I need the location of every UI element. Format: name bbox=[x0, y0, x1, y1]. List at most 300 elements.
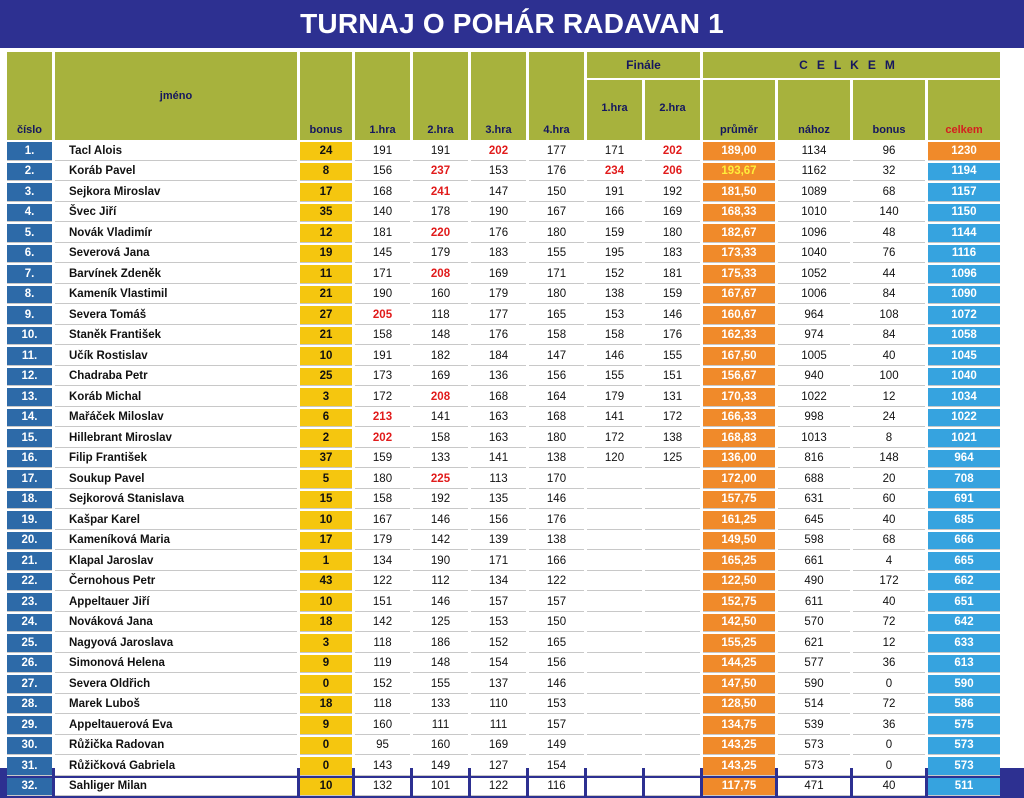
cell-total: 1090 bbox=[928, 286, 1000, 305]
cell-final-game2 bbox=[645, 470, 700, 489]
table-row bbox=[7, 675, 1000, 694]
cell-name: Marek Luboš bbox=[55, 696, 297, 715]
cell-final-game2: 180 bbox=[645, 224, 700, 243]
cell-total: 642 bbox=[928, 614, 1000, 633]
cell-rank: 15. bbox=[7, 429, 52, 448]
cell-name: Švec Jiří bbox=[55, 204, 297, 223]
cell-average: 167,50 bbox=[703, 347, 775, 366]
cell-name: Učík Rostislav bbox=[55, 347, 297, 366]
cell-final-game1 bbox=[587, 655, 642, 674]
cell-average: 128,50 bbox=[703, 696, 775, 715]
cell-final-game2 bbox=[645, 655, 700, 674]
cell-average: 193,67 bbox=[703, 163, 775, 182]
cell-bonus: 37 bbox=[300, 450, 352, 469]
cell-rank: 14. bbox=[7, 409, 52, 428]
cell-bonus-total: 96 bbox=[853, 142, 925, 161]
cell-final-game1 bbox=[587, 573, 642, 592]
cell-bonus-total: 0 bbox=[853, 675, 925, 694]
cell-final-game2 bbox=[645, 532, 700, 551]
cell-average: 170,33 bbox=[703, 388, 775, 407]
cell-name: Severa Oldřich bbox=[55, 675, 297, 694]
cell-final-game1 bbox=[587, 614, 642, 633]
cell-total: 691 bbox=[928, 491, 1000, 510]
cell-average: 155,25 bbox=[703, 634, 775, 653]
cell-final-game1 bbox=[587, 778, 642, 797]
table-row bbox=[7, 470, 1000, 489]
cell-game2: 191 bbox=[413, 142, 468, 161]
cell-game1: 132 bbox=[355, 778, 410, 797]
cell-bonus-total: 8 bbox=[853, 429, 925, 448]
cell-final-game2 bbox=[645, 634, 700, 653]
cell-name: Staněk František bbox=[55, 327, 297, 346]
cell-bonus: 17 bbox=[300, 532, 352, 551]
cell-total: 586 bbox=[928, 696, 1000, 715]
cell-name: Růžička Radovan bbox=[55, 737, 297, 756]
table-row bbox=[7, 634, 1000, 653]
cell-game4: 170 bbox=[529, 470, 584, 489]
cell-final-game1 bbox=[587, 532, 642, 551]
cell-nahoz: 1010 bbox=[778, 204, 850, 223]
table-row bbox=[7, 265, 1000, 284]
cell-average: 143,25 bbox=[703, 737, 775, 756]
cell-nahoz: 621 bbox=[778, 634, 850, 653]
cell-total: 1045 bbox=[928, 347, 1000, 366]
cell-name: Sejkorová Stanislava bbox=[55, 491, 297, 510]
cell-rank: 4. bbox=[7, 204, 52, 223]
cell-name: Kameníková Maria bbox=[55, 532, 297, 551]
cell-game3: 137 bbox=[471, 675, 526, 694]
cell-final-game2: 146 bbox=[645, 306, 700, 325]
cell-nahoz: 631 bbox=[778, 491, 850, 510]
cell-game3: 153 bbox=[471, 163, 526, 182]
cell-game2: 186 bbox=[413, 634, 468, 653]
cell-average: 168,33 bbox=[703, 204, 775, 223]
cell-game4: 167 bbox=[529, 204, 584, 223]
col-header-hra3: 3.hra bbox=[471, 52, 526, 140]
cell-bonus: 10 bbox=[300, 347, 352, 366]
cell-game3: 176 bbox=[471, 327, 526, 346]
cell-final-game2 bbox=[645, 552, 700, 571]
cell-game1: 205 bbox=[355, 306, 410, 325]
cell-game1: 156 bbox=[355, 163, 410, 182]
cell-average: 175,33 bbox=[703, 265, 775, 284]
cell-total: 651 bbox=[928, 593, 1000, 612]
cell-total: 1021 bbox=[928, 429, 1000, 448]
table-row bbox=[7, 552, 1000, 571]
cell-game3: 134 bbox=[471, 573, 526, 592]
cell-bonus-total: 72 bbox=[853, 696, 925, 715]
cell-final-game2: 176 bbox=[645, 327, 700, 346]
cell-rank: 21. bbox=[7, 552, 52, 571]
cell-game3: 153 bbox=[471, 614, 526, 633]
cell-final-game1: 166 bbox=[587, 204, 642, 223]
table-row bbox=[7, 532, 1000, 551]
cell-final-game2 bbox=[645, 675, 700, 694]
cell-game4: 168 bbox=[529, 409, 584, 428]
table-row bbox=[7, 204, 1000, 223]
cell-game2: 158 bbox=[413, 429, 468, 448]
cell-average: 122,50 bbox=[703, 573, 775, 592]
cell-bonus: 0 bbox=[300, 757, 352, 776]
results-sheet bbox=[0, 48, 1024, 793]
cell-final-game2 bbox=[645, 614, 700, 633]
cell-bonus: 5 bbox=[300, 470, 352, 489]
table-row bbox=[7, 450, 1000, 469]
cell-game3: 168 bbox=[471, 388, 526, 407]
col-header-finale-hra1: 1.hra bbox=[587, 80, 642, 140]
cell-game4: 138 bbox=[529, 450, 584, 469]
cell-game1: 168 bbox=[355, 183, 410, 202]
cell-average: 144,25 bbox=[703, 655, 775, 674]
cell-game1: 190 bbox=[355, 286, 410, 305]
cell-bonus-total: 4 bbox=[853, 552, 925, 571]
cell-bonus: 0 bbox=[300, 675, 352, 694]
cell-nahoz: 590 bbox=[778, 675, 850, 694]
cell-game2: 190 bbox=[413, 552, 468, 571]
cell-game4: 150 bbox=[529, 614, 584, 633]
cell-bonus: 2 bbox=[300, 429, 352, 448]
cell-final-game2 bbox=[645, 573, 700, 592]
cell-final-game2 bbox=[645, 716, 700, 735]
cell-rank: 19. bbox=[7, 511, 52, 530]
cell-bonus: 10 bbox=[300, 593, 352, 612]
cell-average: 143,25 bbox=[703, 757, 775, 776]
col-header-hra2: 2.hra bbox=[413, 52, 468, 140]
cell-total: 1194 bbox=[928, 163, 1000, 182]
cell-game2: 179 bbox=[413, 245, 468, 264]
cell-game2: 111 bbox=[413, 716, 468, 735]
cell-rank: 3. bbox=[7, 183, 52, 202]
cell-nahoz: 998 bbox=[778, 409, 850, 428]
cell-game2: 146 bbox=[413, 511, 468, 530]
cell-nahoz: 471 bbox=[778, 778, 850, 797]
cell-final-game1: 159 bbox=[587, 224, 642, 243]
cell-final-game1: 141 bbox=[587, 409, 642, 428]
cell-nahoz: 1040 bbox=[778, 245, 850, 264]
cell-final-game1 bbox=[587, 634, 642, 653]
cell-final-game2: 138 bbox=[645, 429, 700, 448]
cell-bonus-total: 76 bbox=[853, 245, 925, 264]
cell-game2: 192 bbox=[413, 491, 468, 510]
cell-average: 156,67 bbox=[703, 368, 775, 387]
cell-final-game2: 155 bbox=[645, 347, 700, 366]
cell-game4: 166 bbox=[529, 552, 584, 571]
cell-game3: 163 bbox=[471, 429, 526, 448]
cell-nahoz: 974 bbox=[778, 327, 850, 346]
cell-bonus: 3 bbox=[300, 634, 352, 653]
cell-rank: 27. bbox=[7, 675, 52, 694]
cell-game4: 156 bbox=[529, 368, 584, 387]
cell-final-game2 bbox=[645, 737, 700, 756]
cell-average: 181,50 bbox=[703, 183, 775, 202]
col-header-cislo: číslo bbox=[7, 52, 52, 140]
cell-name: Koráb Michal bbox=[55, 388, 297, 407]
cell-name: Chadraba Petr bbox=[55, 368, 297, 387]
cell-game2: 149 bbox=[413, 757, 468, 776]
cell-total: 666 bbox=[928, 532, 1000, 551]
cell-average: 117,75 bbox=[703, 778, 775, 797]
table-row bbox=[7, 163, 1000, 182]
table-row bbox=[7, 286, 1000, 305]
cell-name: Appeltauer Jiří bbox=[55, 593, 297, 612]
cell-total: 1096 bbox=[928, 265, 1000, 284]
cell-game2: 146 bbox=[413, 593, 468, 612]
col-header-finale-hra2: 2.hra bbox=[645, 80, 700, 140]
cell-game2: 148 bbox=[413, 655, 468, 674]
cell-bonus-total: 172 bbox=[853, 573, 925, 592]
cell-bonus: 18 bbox=[300, 614, 352, 633]
cell-game3: 110 bbox=[471, 696, 526, 715]
cell-bonus: 19 bbox=[300, 245, 352, 264]
cell-game2: 220 bbox=[413, 224, 468, 243]
cell-final-game1: 155 bbox=[587, 368, 642, 387]
cell-total: 575 bbox=[928, 716, 1000, 735]
cell-nahoz: 598 bbox=[778, 532, 850, 551]
cell-average: 168,83 bbox=[703, 429, 775, 448]
col-header-celkem: celkem bbox=[928, 80, 1000, 140]
cell-game4: 176 bbox=[529, 511, 584, 530]
table-row bbox=[7, 347, 1000, 366]
cell-final-game1: 158 bbox=[587, 327, 642, 346]
cell-game4: 165 bbox=[529, 306, 584, 325]
cell-nahoz: 539 bbox=[778, 716, 850, 735]
cell-name: Sejkora Miroslav bbox=[55, 183, 297, 202]
cell-rank: 6. bbox=[7, 245, 52, 264]
cell-game3: 136 bbox=[471, 368, 526, 387]
col-header-jmeno: jméno bbox=[55, 52, 297, 140]
table-row bbox=[7, 183, 1000, 202]
table-row bbox=[7, 306, 1000, 325]
table-row bbox=[7, 593, 1000, 612]
cell-name: Simonová Helena bbox=[55, 655, 297, 674]
cell-final-game1 bbox=[587, 593, 642, 612]
table-row bbox=[7, 429, 1000, 448]
cell-rank: 31. bbox=[7, 757, 52, 776]
results-body bbox=[7, 142, 1000, 796]
cell-bonus-total: 108 bbox=[853, 306, 925, 325]
cell-final-game2 bbox=[645, 511, 700, 530]
table-row bbox=[7, 511, 1000, 530]
cell-total: 511 bbox=[928, 778, 1000, 797]
cell-bonus-total: 84 bbox=[853, 327, 925, 346]
cell-bonus: 6 bbox=[300, 409, 352, 428]
cell-game4: 146 bbox=[529, 491, 584, 510]
cell-game1: 122 bbox=[355, 573, 410, 592]
cell-bonus-total: 72 bbox=[853, 614, 925, 633]
cell-game2: 112 bbox=[413, 573, 468, 592]
cell-name: Severa Tomáš bbox=[55, 306, 297, 325]
cell-game3: 152 bbox=[471, 634, 526, 653]
cell-name: Tacl Alois bbox=[55, 142, 297, 161]
cell-average: 172,00 bbox=[703, 470, 775, 489]
page-title: TURNAJ O POHÁR RADAVAN 1 bbox=[300, 8, 724, 39]
cell-nahoz: 1013 bbox=[778, 429, 850, 448]
cell-name: Černohous Petr bbox=[55, 573, 297, 592]
cell-bonus: 15 bbox=[300, 491, 352, 510]
cell-nahoz: 816 bbox=[778, 450, 850, 469]
table-row bbox=[7, 142, 1000, 161]
cell-bonus: 43 bbox=[300, 573, 352, 592]
table-row bbox=[7, 388, 1000, 407]
cell-game3: 190 bbox=[471, 204, 526, 223]
cell-total: 613 bbox=[928, 655, 1000, 674]
table-row bbox=[7, 245, 1000, 264]
cell-final-game1: 234 bbox=[587, 163, 642, 182]
cell-bonus: 10 bbox=[300, 511, 352, 530]
cell-bonus-total: 100 bbox=[853, 368, 925, 387]
cell-nahoz: 661 bbox=[778, 552, 850, 571]
cell-game3: 111 bbox=[471, 716, 526, 735]
cell-game1: 191 bbox=[355, 347, 410, 366]
table-row bbox=[7, 716, 1000, 735]
cell-bonus: 27 bbox=[300, 306, 352, 325]
table-row bbox=[7, 491, 1000, 510]
cell-name: Appeltauerová Eva bbox=[55, 716, 297, 735]
cell-game3: 122 bbox=[471, 778, 526, 797]
cell-game4: 122 bbox=[529, 573, 584, 592]
cell-game3: 127 bbox=[471, 757, 526, 776]
cell-average: 189,00 bbox=[703, 142, 775, 161]
cell-rank: 17. bbox=[7, 470, 52, 489]
cell-final-game2: 181 bbox=[645, 265, 700, 284]
cell-nahoz: 490 bbox=[778, 573, 850, 592]
cell-final-game1 bbox=[587, 552, 642, 571]
cell-bonus: 8 bbox=[300, 163, 352, 182]
cell-bonus-total: 36 bbox=[853, 655, 925, 674]
cell-rank: 11. bbox=[7, 347, 52, 366]
cell-final-game2: 125 bbox=[645, 450, 700, 469]
cell-final-game1: 172 bbox=[587, 429, 642, 448]
cell-average: 136,00 bbox=[703, 450, 775, 469]
cell-bonus: 21 bbox=[300, 327, 352, 346]
cell-final-game2 bbox=[645, 491, 700, 510]
cell-game3: 177 bbox=[471, 306, 526, 325]
col-header-nahoz: nához bbox=[778, 80, 850, 140]
cell-game3: 179 bbox=[471, 286, 526, 305]
cell-rank: 28. bbox=[7, 696, 52, 715]
cell-game4: 165 bbox=[529, 634, 584, 653]
cell-game1: 134 bbox=[355, 552, 410, 571]
cell-nahoz: 570 bbox=[778, 614, 850, 633]
cell-nahoz: 573 bbox=[778, 737, 850, 756]
cell-average: 161,25 bbox=[703, 511, 775, 530]
cell-game3: 135 bbox=[471, 491, 526, 510]
cell-game1: 191 bbox=[355, 142, 410, 161]
cell-nahoz: 1005 bbox=[778, 347, 850, 366]
cell-game3: 113 bbox=[471, 470, 526, 489]
cell-game2: 101 bbox=[413, 778, 468, 797]
cell-game1: 172 bbox=[355, 388, 410, 407]
cell-game4: 155 bbox=[529, 245, 584, 264]
cell-game1: 142 bbox=[355, 614, 410, 633]
cell-name: Sahliger Milan bbox=[55, 778, 297, 797]
cell-rank: 20. bbox=[7, 532, 52, 551]
cell-bonus: 25 bbox=[300, 368, 352, 387]
cell-final-game1 bbox=[587, 511, 642, 530]
cell-total: 662 bbox=[928, 573, 1000, 592]
cell-game2: 133 bbox=[413, 450, 468, 469]
cell-final-game2: 192 bbox=[645, 183, 700, 202]
cell-final-game1 bbox=[587, 757, 642, 776]
cell-game1: 167 bbox=[355, 511, 410, 530]
cell-average: 157,75 bbox=[703, 491, 775, 510]
cell-bonus: 35 bbox=[300, 204, 352, 223]
cell-game3: 156 bbox=[471, 511, 526, 530]
cell-total: 1040 bbox=[928, 368, 1000, 387]
cell-average: 182,67 bbox=[703, 224, 775, 243]
cell-total: 1150 bbox=[928, 204, 1000, 223]
cell-game1: 118 bbox=[355, 634, 410, 653]
cell-total: 633 bbox=[928, 634, 1000, 653]
cell-game1: 213 bbox=[355, 409, 410, 428]
cell-average: 160,67 bbox=[703, 306, 775, 325]
cell-final-game2: 202 bbox=[645, 142, 700, 161]
table-row bbox=[7, 757, 1000, 776]
cell-bonus: 10 bbox=[300, 778, 352, 797]
cell-game4: 177 bbox=[529, 142, 584, 161]
cell-final-game2: 131 bbox=[645, 388, 700, 407]
cell-average: 173,33 bbox=[703, 245, 775, 264]
cell-total: 590 bbox=[928, 675, 1000, 694]
cell-game1: 145 bbox=[355, 245, 410, 264]
cell-game4: 146 bbox=[529, 675, 584, 694]
cell-nahoz: 611 bbox=[778, 593, 850, 612]
cell-game4: 157 bbox=[529, 593, 584, 612]
cell-game2: 208 bbox=[413, 265, 468, 284]
cell-total: 1116 bbox=[928, 245, 1000, 264]
cell-game3: 139 bbox=[471, 532, 526, 551]
cell-final-game2: 206 bbox=[645, 163, 700, 182]
cell-game2: 125 bbox=[413, 614, 468, 633]
cell-name: Nováková Jana bbox=[55, 614, 297, 633]
cell-game1: 173 bbox=[355, 368, 410, 387]
cell-game1: 202 bbox=[355, 429, 410, 448]
cell-average: 147,50 bbox=[703, 675, 775, 694]
col-header-hra4: 4.hra bbox=[529, 52, 584, 140]
cell-rank: 13. bbox=[7, 388, 52, 407]
cell-game4: 158 bbox=[529, 327, 584, 346]
cell-bonus: 21 bbox=[300, 286, 352, 305]
cell-final-game1: 171 bbox=[587, 142, 642, 161]
cell-nahoz: 940 bbox=[778, 368, 850, 387]
cell-game3: 157 bbox=[471, 593, 526, 612]
cell-game3: 184 bbox=[471, 347, 526, 366]
cell-game4: 116 bbox=[529, 778, 584, 797]
col-header-bonus: bonus bbox=[300, 52, 352, 140]
cell-game2: 169 bbox=[413, 368, 468, 387]
cell-game2: 241 bbox=[413, 183, 468, 202]
cell-final-game2 bbox=[645, 757, 700, 776]
cell-average: 165,25 bbox=[703, 552, 775, 571]
cell-game2: 133 bbox=[413, 696, 468, 715]
table-row bbox=[7, 778, 1000, 797]
cell-game1: 171 bbox=[355, 265, 410, 284]
cell-bonus-total: 40 bbox=[853, 778, 925, 797]
cell-total: 685 bbox=[928, 511, 1000, 530]
cell-final-game1: 138 bbox=[587, 286, 642, 305]
cell-total: 573 bbox=[928, 757, 1000, 776]
table-row bbox=[7, 737, 1000, 756]
cell-final-game1: 179 bbox=[587, 388, 642, 407]
cell-bonus-total: 84 bbox=[853, 286, 925, 305]
cell-bonus: 1 bbox=[300, 552, 352, 571]
cell-bonus-total: 44 bbox=[853, 265, 925, 284]
cell-game3: 163 bbox=[471, 409, 526, 428]
cell-final-game2: 151 bbox=[645, 368, 700, 387]
cell-average: 152,75 bbox=[703, 593, 775, 612]
cell-name: Kašpar Karel bbox=[55, 511, 297, 530]
col-header-hra1: 1.hra bbox=[355, 52, 410, 140]
